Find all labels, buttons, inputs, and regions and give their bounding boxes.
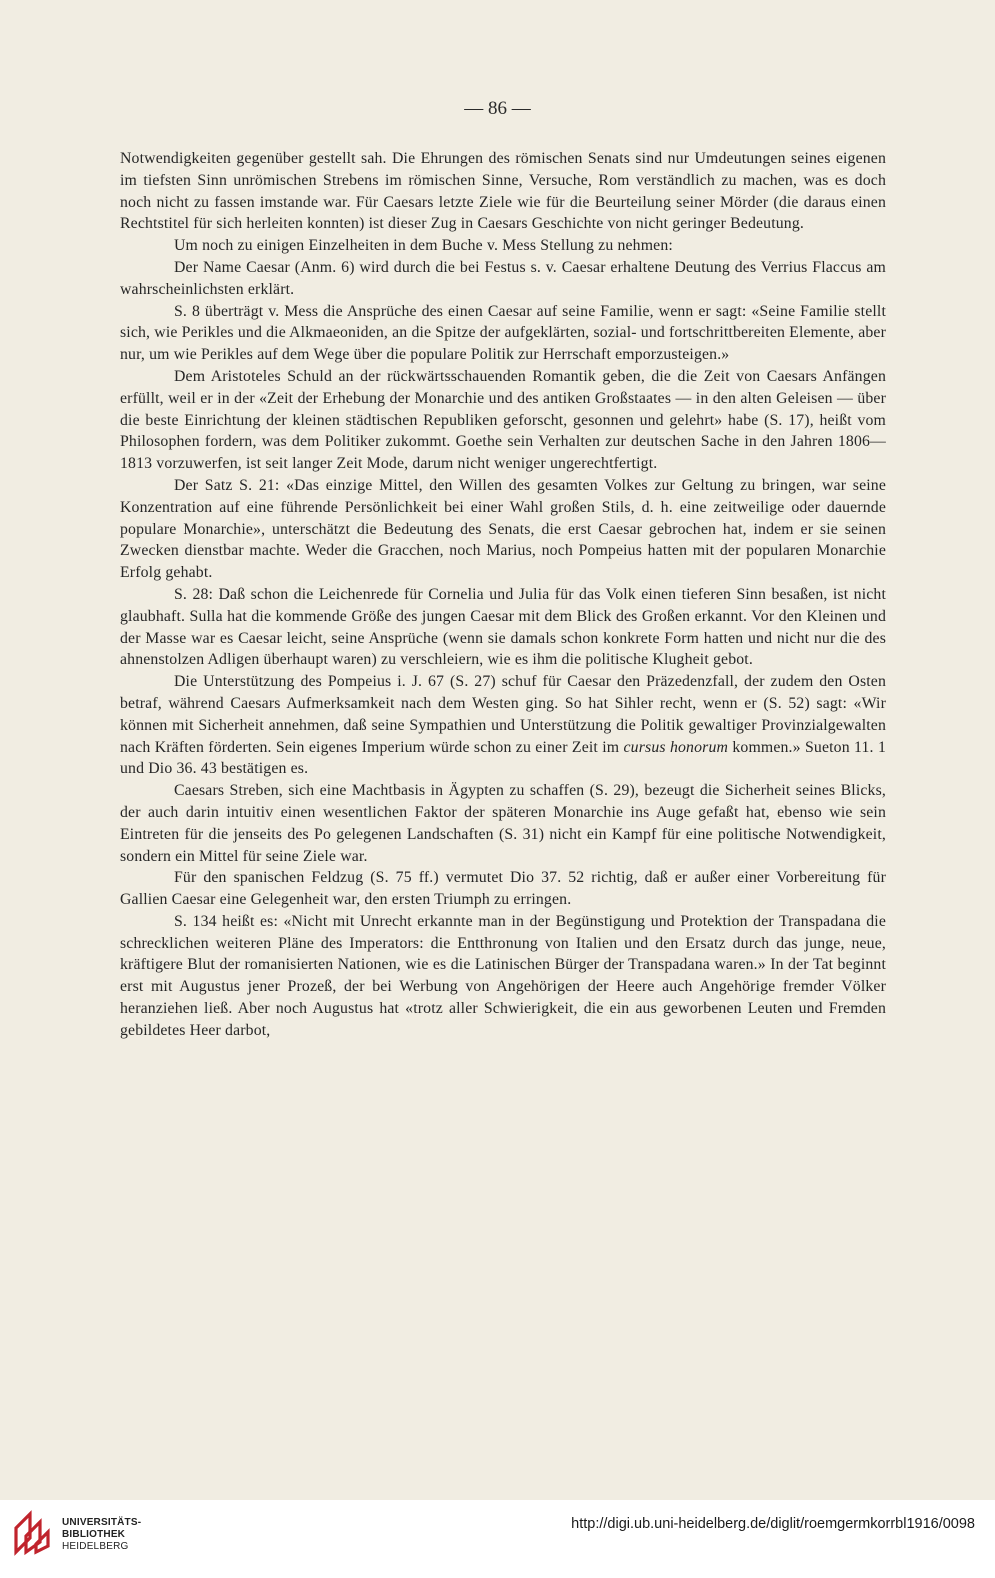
paragraph	[120, 475, 886, 584]
italic-phrase: cursus honorum	[623, 738, 729, 756]
heidelberg-library-logo-icon[interactable]	[12, 1510, 56, 1556]
text-run: Der Satz S. 21: «Das einzige Mittel, den Willen des gesamten Volkes zur Geltung zu bringen, war seine Konzentration auf eine führende Persönlichkeit bei einer Wahl großen Stils, d. h. eine zeitweilige oder dauernde populare Monarchie», unterschätzt die Bedeutung des Senats, die erst Caesar gebrochen hat, indem er sie seinen Zwecken dienstbar machte. Weder die Gracchen, noch Marius, noch Pompeius hatten mit der popularen Monarchie Erfolg gehabt.	[120, 476, 886, 582]
text-run: Die Unterstützung des Pompeius i. J. 67 (S. 27) schuf für Caesar den Präzedenzfall, der zudem den Osten betraf, während Caesars Aufmerksamkeit nach dem Westen ging. So hat Sihler recht, wenn er (S. 52) sagt: «Wir können mit Sicherheit annehmen, daß seine Sympathien und Unterstützung die Politik gewaltiger Provinzialgewalten nach Kräften förderten. Sein eigenes Imperium würde schon zu einer Zeit im	[120, 673, 886, 756]
paragraph	[120, 301, 886, 366]
library-name-line-3: HEIDELBERG	[62, 1541, 129, 1552]
library-name	[62, 1517, 141, 1553]
paragraph	[120, 235, 886, 257]
text-run: S. 28: Daß schon die Leichenrede für Cornelia und Julia für das Volk einen tieferen Sinn besaßen, ist nicht glaubhaft. Sulla hat die kommende Größe des jungen Caesar mit dem Blick des Großen erkannt. Vor den Kleinen und der Masse war es Caesar leicht, seine Ansprüche (wenn sie damals schon konkrete Form hatten und nicht nur die des ahnenstolzen Adligen überhaupt waren) zu verschleiern, wie es ihm die politische Klugheit gebot.	[120, 585, 886, 669]
text-run: S. 8 überträgt v. Mess die Ansprüche des einen Caesar auf seine Familie, wenn er sagt: «Seine Familie stellt sich, wie Perikles und die Alkmaeoniden, an die Spitze der aufgeklärten, sozial- und fortschrittbereiten Elemente, aber nur, um wie Perikles auf dem Wege über die populare Politik zur Herrschaft emporzusteigen.»	[120, 302, 886, 364]
paragraph	[120, 911, 886, 1042]
text-run: kommen.» Sueton 11. 1 und Dio 36. 43 bestätigen es.	[120, 738, 886, 778]
paragraph	[120, 671, 886, 780]
text-run: S. 134 heißt es: «Nicht mit Unrecht erkannte man in der Begünstigung und Protektion der Transpadana die schrecklichen weiteren Pläne des Imperators: die Entthronung von Italien und den Ersatz durch das junge, neue, kräftigere Blut der romanisierten Nationen, wie es die Latinischen Bürger der Transpadana waren.» In der Tat beginnt erst mit Augustus jener Prozeß, der bei Werbung von Angehörigen der Heere auch Angehörige fremder Völker heranziehen ließ. Aber noch Augustus hat «trotz aller Schwierigkeit, die ein aus geworbenen Leuten und Fremden gebildetes Heer darbot,	[120, 912, 886, 1039]
library-name-line-2: BIBLIOTHEK	[62, 1529, 126, 1540]
body-text	[120, 148, 886, 1042]
paragraph	[120, 366, 886, 475]
source-url-link[interactable]: http://digi.ub.uni-heidelberg.de/diglit/roemgermkorrbl1916/0098	[571, 1516, 975, 1532]
text-run: Caesars Streben, sich eine Machtbasis in Ägypten zu schaffen (S. 29), bezeugt die Sicherheit seines Blicks, der auch darin intuitiv einen wesentlichen Faktor der späteren Monarchie ins Auge gefaßt hat, ebenso wie sein Eintreten für die jenseits des Po gelegenen Landschaften (S. 31) nicht ein Kampf für eine politische Notwendigkeit, sondern ein Mittel für seine Ziele war.	[120, 782, 886, 865]
text-run: Um noch zu einigen Einzelheiten in dem Buche v. Mess Stellung zu nehmen:	[174, 237, 673, 255]
paragraph	[120, 867, 886, 911]
footer-bar	[0, 1500, 995, 1578]
text-run: Dem Aristoteles Schuld an der rückwärtsschauenden Romantik geben, die die Zeit von Caesars Anfängen erfüllt, weil er in der «Zeit der Erhebung der Monarchie und des antiken Großstaates — in den alten Geleisen — über die beste Einrichtung der kleinen städtischen Republiken geforscht, gesonnen und gelehrt» habe (S. 17), heißt vom Philosophen fordern, was dem Politiker zukommt. Goethe sein Verhalten zur deutschen Sache in den Jahren 1806—1813 vorzuwerfen, ist seit langer Zeit Mode, darum nicht weniger ungerechtfertigt.	[120, 367, 886, 473]
paragraph	[120, 584, 886, 671]
text-run: Notwendigkeiten gegenüber gestellt sah. Die Ehrungen des römischen Senats sind nur Umdeutungen seines eigenen im tiefsten Sinn unrömischen Strebens im römischen Sinne, Versuche, Rom verständlich zu machen, was es doch noch nicht zu fassen imstande war. Für Caesars letzte Ziele wie für die Beurteilung seiner Mörder (die daraus einen Rechtstitel für sich herleiten konnten) ist dieser Zug in Caesars Geschichte von nicht geringer Bedeutung.	[120, 150, 886, 233]
page-number: — 86 —	[464, 98, 531, 119]
text-run: Der Name Caesar (Anm. 6) wird durch die bei Festus s. v. Caesar erhaltene Deutung des Verrius Flaccus am wahrscheinlichsten erklärt.	[120, 258, 886, 298]
paragraph	[120, 780, 886, 867]
paragraph	[120, 257, 886, 301]
paragraph	[120, 148, 886, 235]
text-run: Für den spanischen Feldzug (S. 75 ff.) vermutet Dio 37. 52 richtig, daß er außer einer Vorbereitung für Gallien Caesar eine Gelegenheit war, den ersten Triumph zu erringen.	[120, 869, 886, 909]
library-name-line-1: UNIVERSITÄTS-	[62, 1517, 142, 1528]
